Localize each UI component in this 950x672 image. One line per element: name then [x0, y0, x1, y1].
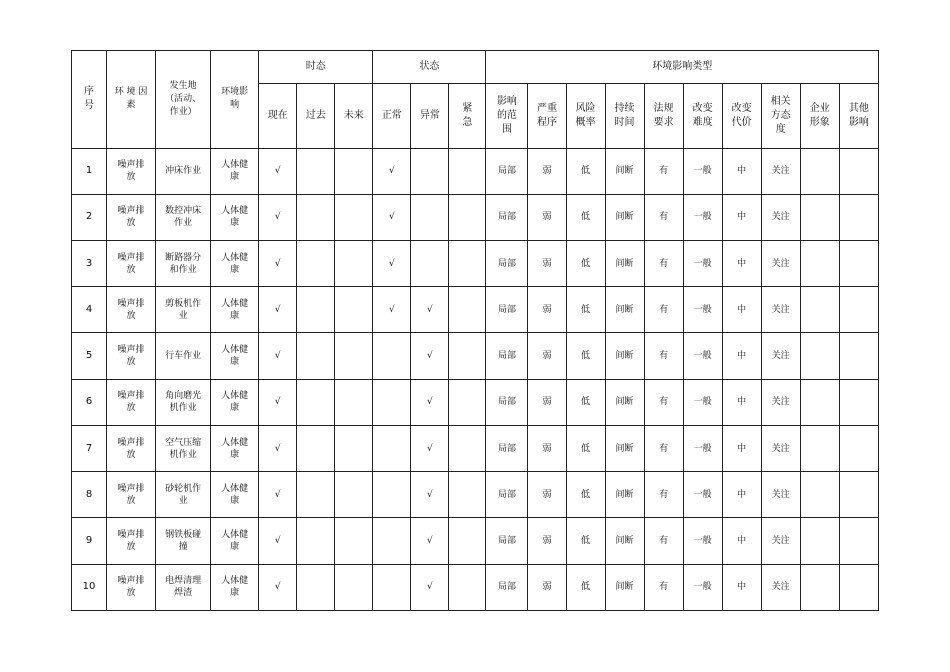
cell-scope: 局部	[486, 472, 528, 518]
cell-emergency	[449, 472, 486, 518]
cell-location: 钢铁板碰 撞	[156, 518, 211, 564]
cell-probability: 低	[566, 333, 605, 379]
cell-severity: 弱	[528, 333, 566, 379]
cell-factor: 噪声排 放	[107, 240, 156, 286]
cell-location: 断路器分 和作业	[156, 240, 211, 286]
table-row	[72, 240, 879, 286]
cell-normal	[373, 518, 411, 564]
cell-present: √	[259, 472, 297, 518]
header-type-difficulty: 改变 难度	[683, 84, 722, 148]
cell-severity: 弱	[528, 425, 566, 471]
cell-regulation: 有	[644, 379, 683, 425]
cell-regulation: 有	[644, 287, 683, 333]
cell-past	[297, 425, 335, 471]
cell-scope: 局部	[486, 564, 528, 610]
cell-abnormal: √	[411, 333, 449, 379]
cell-normal	[373, 472, 411, 518]
environmental-factor-table	[71, 50, 879, 611]
cell-attitude: 关注	[761, 379, 800, 425]
cell-other	[839, 240, 878, 286]
cell-scope: 局部	[486, 240, 528, 286]
cell-attitude: 关注	[761, 425, 800, 471]
cell-regulation: 有	[644, 518, 683, 564]
cell-other	[839, 148, 878, 194]
cell-emergency	[449, 564, 486, 610]
table-row	[72, 333, 879, 379]
header-type-image: 企业 形象	[800, 84, 839, 148]
cell-abnormal: √	[411, 379, 449, 425]
cell-past	[297, 194, 335, 240]
cell-cost: 中	[722, 518, 761, 564]
cell-location: 电焊清理 焊渣	[156, 564, 211, 610]
cell-present: √	[259, 333, 297, 379]
cell-duration: 间断	[605, 564, 644, 610]
cell-other	[839, 333, 878, 379]
cell-duration: 间断	[605, 472, 644, 518]
cell-difficulty: 一般	[683, 564, 722, 610]
cell-difficulty: 一般	[683, 148, 722, 194]
cell-abnormal	[411, 240, 449, 286]
cell-difficulty: 一般	[683, 333, 722, 379]
cell-future	[335, 240, 373, 286]
cell-duration: 间断	[605, 379, 644, 425]
cell-present: √	[259, 425, 297, 471]
cell-future	[335, 379, 373, 425]
cell-duration: 间断	[605, 194, 644, 240]
row-number: 6	[72, 379, 107, 425]
cell-normal	[373, 564, 411, 610]
cell-past	[297, 472, 335, 518]
cell-scope: 局部	[486, 148, 528, 194]
cell-future	[335, 425, 373, 471]
cell-attitude: 关注	[761, 333, 800, 379]
cell-scope: 局部	[486, 333, 528, 379]
header-state-group: 状态	[373, 51, 486, 84]
cell-cost: 中	[722, 333, 761, 379]
cell-cost: 中	[722, 287, 761, 333]
cell-image	[800, 425, 839, 471]
header-factor: 环 境 因 素	[107, 51, 156, 149]
cell-emergency	[449, 425, 486, 471]
header-type-regulation: 法规 要求	[644, 84, 683, 148]
cell-difficulty: 一般	[683, 287, 722, 333]
cell-present: √	[259, 194, 297, 240]
cell-duration: 间断	[605, 333, 644, 379]
header-type-severity: 严重 程序	[528, 84, 566, 148]
row-number: 2	[72, 194, 107, 240]
cell-other	[839, 564, 878, 610]
cell-normal: √	[373, 287, 411, 333]
cell-future	[335, 472, 373, 518]
cell-regulation: 有	[644, 194, 683, 240]
row-number: 8	[72, 472, 107, 518]
cell-past	[297, 518, 335, 564]
row-number: 3	[72, 240, 107, 286]
cell-probability: 低	[566, 148, 605, 194]
cell-factor: 噪声排 放	[107, 333, 156, 379]
cell-emergency	[449, 333, 486, 379]
cell-emergency	[449, 518, 486, 564]
cell-probability: 低	[566, 240, 605, 286]
cell-past	[297, 333, 335, 379]
cell-probability: 低	[566, 564, 605, 610]
cell-future	[335, 194, 373, 240]
cell-other	[839, 194, 878, 240]
cell-attitude: 关注	[761, 194, 800, 240]
cell-past	[297, 148, 335, 194]
cell-other	[839, 425, 878, 471]
row-number: 4	[72, 287, 107, 333]
cell-severity: 弱	[528, 518, 566, 564]
cell-other	[839, 518, 878, 564]
cell-factor: 噪声排 放	[107, 564, 156, 610]
cell-image	[800, 564, 839, 610]
header-location: 发生地 （活动、 作业）	[156, 51, 211, 149]
cell-regulation: 有	[644, 472, 683, 518]
cell-probability: 低	[566, 472, 605, 518]
cell-severity: 弱	[528, 287, 566, 333]
cell-attitude: 关注	[761, 564, 800, 610]
cell-attitude: 关注	[761, 148, 800, 194]
cell-future	[335, 287, 373, 333]
cell-present: √	[259, 148, 297, 194]
cell-past	[297, 287, 335, 333]
table-row	[72, 148, 879, 194]
cell-duration: 间断	[605, 287, 644, 333]
cell-severity: 弱	[528, 379, 566, 425]
cell-regulation: 有	[644, 240, 683, 286]
row-number: 1	[72, 148, 107, 194]
header-tense-group: 时态	[259, 51, 373, 84]
cell-present: √	[259, 564, 297, 610]
row-number: 5	[72, 333, 107, 379]
cell-factor: 噪声排 放	[107, 518, 156, 564]
cell-difficulty: 一般	[683, 518, 722, 564]
cell-cost: 中	[722, 379, 761, 425]
cell-image	[800, 472, 839, 518]
cell-regulation: 有	[644, 425, 683, 471]
cell-abnormal: √	[411, 472, 449, 518]
cell-emergency	[449, 379, 486, 425]
header-seq: 序 号	[72, 51, 107, 149]
cell-image	[800, 194, 839, 240]
cell-location: 角向磨光 机作业	[156, 379, 211, 425]
cell-location: 空气压缩 机作业	[156, 425, 211, 471]
cell-impact: 人体健 康	[211, 564, 259, 610]
cell-impact: 人体健 康	[211, 518, 259, 564]
cell-image	[800, 333, 839, 379]
cell-abnormal: √	[411, 287, 449, 333]
table-row	[72, 472, 879, 518]
cell-cost: 中	[722, 240, 761, 286]
cell-normal	[373, 425, 411, 471]
cell-emergency	[449, 240, 486, 286]
cell-location: 冲床作业	[156, 148, 211, 194]
cell-abnormal	[411, 194, 449, 240]
cell-probability: 低	[566, 287, 605, 333]
cell-scope: 局部	[486, 518, 528, 564]
cell-normal	[373, 333, 411, 379]
cell-emergency	[449, 194, 486, 240]
header-type-probability: 风险 概率	[566, 84, 605, 148]
header-type-duration: 持续 时间	[605, 84, 644, 148]
row-number: 7	[72, 425, 107, 471]
cell-attitude: 关注	[761, 287, 800, 333]
cell-other	[839, 379, 878, 425]
cell-normal: √	[373, 240, 411, 286]
cell-normal: √	[373, 194, 411, 240]
cell-cost: 中	[722, 194, 761, 240]
cell-duration: 间断	[605, 518, 644, 564]
cell-future	[335, 148, 373, 194]
cell-scope: 局部	[486, 425, 528, 471]
cell-future	[335, 564, 373, 610]
cell-impact: 人体健 康	[211, 287, 259, 333]
cell-location: 数控冲床 作业	[156, 194, 211, 240]
row-number: 9	[72, 518, 107, 564]
cell-severity: 弱	[528, 194, 566, 240]
header-tense-past: 过去	[297, 84, 335, 148]
cell-scope: 局部	[486, 194, 528, 240]
cell-scope: 局部	[486, 379, 528, 425]
header-row-top	[72, 51, 879, 84]
header-tense-future: 未来	[335, 84, 373, 148]
cell-difficulty: 一般	[683, 472, 722, 518]
cell-image	[800, 287, 839, 333]
cell-factor: 噪声排 放	[107, 194, 156, 240]
table-row	[72, 379, 879, 425]
header-state-abnormal: 异常	[411, 84, 449, 148]
header-type-scope: 影响 的范 围	[486, 84, 528, 148]
cell-abnormal: √	[411, 518, 449, 564]
cell-difficulty: 一般	[683, 379, 722, 425]
cell-location: 行车作业	[156, 333, 211, 379]
cell-image	[800, 148, 839, 194]
cell-duration: 间断	[605, 148, 644, 194]
cell-abnormal	[411, 148, 449, 194]
table-row	[72, 564, 879, 610]
cell-probability: 低	[566, 379, 605, 425]
cell-present: √	[259, 379, 297, 425]
cell-emergency	[449, 287, 486, 333]
cell-regulation: 有	[644, 333, 683, 379]
cell-regulation: 有	[644, 564, 683, 610]
cell-scope: 局部	[486, 287, 528, 333]
cell-abnormal: √	[411, 564, 449, 610]
cell-location: 剪板机作 业	[156, 287, 211, 333]
header-type-cost: 改变 代价	[722, 84, 761, 148]
cell-attitude: 关注	[761, 240, 800, 286]
cell-severity: 弱	[528, 472, 566, 518]
cell-image	[800, 518, 839, 564]
cell-factor: 噪声排 放	[107, 287, 156, 333]
header-tense-present: 现在	[259, 84, 297, 148]
cell-other	[839, 472, 878, 518]
header-type-attitude: 相关 方态 度	[761, 84, 800, 148]
cell-impact: 人体健 康	[211, 379, 259, 425]
cell-cost: 中	[722, 425, 761, 471]
cell-severity: 弱	[528, 564, 566, 610]
cell-factor: 噪声排 放	[107, 148, 156, 194]
cell-difficulty: 一般	[683, 425, 722, 471]
cell-regulation: 有	[644, 148, 683, 194]
cell-impact: 人体健 康	[211, 240, 259, 286]
cell-factor: 噪声排 放	[107, 472, 156, 518]
header-type-group: 环境影响类型	[486, 51, 879, 84]
cell-attitude: 关注	[761, 472, 800, 518]
cell-duration: 间断	[605, 240, 644, 286]
cell-cost: 中	[722, 472, 761, 518]
cell-impact: 人体健 康	[211, 472, 259, 518]
cell-impact: 人体健 康	[211, 333, 259, 379]
cell-factor: 噪声排 放	[107, 379, 156, 425]
row-number: 10	[72, 564, 107, 610]
table-row	[72, 518, 879, 564]
cell-attitude: 关注	[761, 518, 800, 564]
cell-factor: 噪声排 放	[107, 425, 156, 471]
cell-impact: 人体健 康	[211, 194, 259, 240]
cell-severity: 弱	[528, 240, 566, 286]
cell-impact: 人体健 康	[211, 148, 259, 194]
cell-image	[800, 379, 839, 425]
cell-future	[335, 333, 373, 379]
cell-probability: 低	[566, 194, 605, 240]
header-state-emergency: 紧 急	[449, 84, 486, 148]
cell-difficulty: 一般	[683, 240, 722, 286]
cell-other	[839, 287, 878, 333]
cell-normal	[373, 379, 411, 425]
cell-probability: 低	[566, 425, 605, 471]
table-row	[72, 287, 879, 333]
cell-present: √	[259, 518, 297, 564]
cell-emergency	[449, 148, 486, 194]
cell-image	[800, 240, 839, 286]
header-state-normal: 正常	[373, 84, 411, 148]
table-row	[72, 194, 879, 240]
header-impact: 环境影 响	[211, 51, 259, 149]
cell-difficulty: 一般	[683, 194, 722, 240]
cell-cost: 中	[722, 564, 761, 610]
cell-probability: 低	[566, 518, 605, 564]
cell-severity: 弱	[528, 148, 566, 194]
cell-future	[335, 518, 373, 564]
cell-cost: 中	[722, 148, 761, 194]
table-row	[72, 425, 879, 471]
cell-normal: √	[373, 148, 411, 194]
cell-abnormal: √	[411, 425, 449, 471]
cell-present: √	[259, 287, 297, 333]
cell-past	[297, 564, 335, 610]
cell-past	[297, 240, 335, 286]
header-type-other: 其他 影响	[839, 84, 878, 148]
cell-location: 砂轮机作 业	[156, 472, 211, 518]
cell-impact: 人体健 康	[211, 425, 259, 471]
cell-duration: 间断	[605, 425, 644, 471]
cell-present: √	[259, 240, 297, 286]
cell-past	[297, 379, 335, 425]
